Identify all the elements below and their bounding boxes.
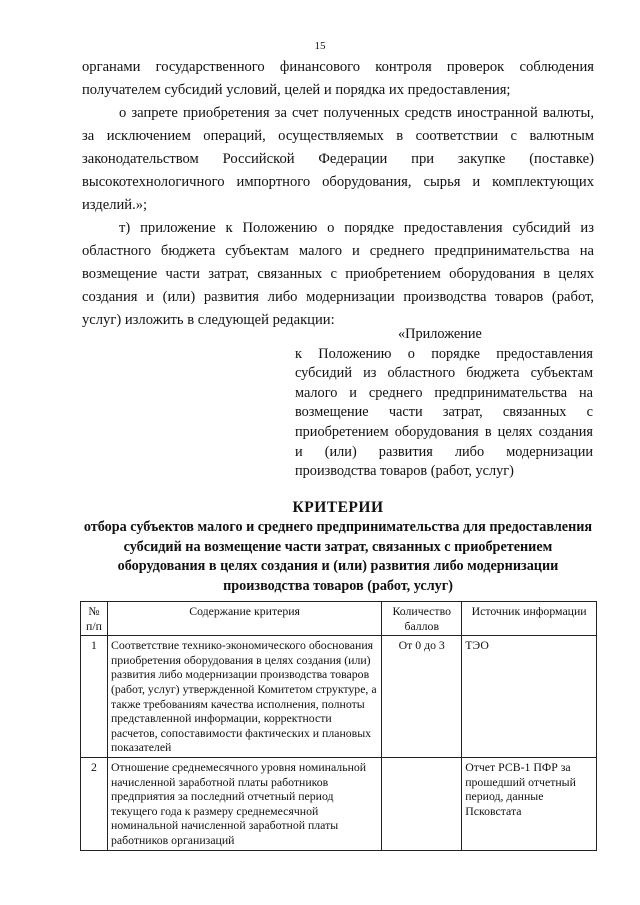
- paragraph-2: о запрете приобретения за счет полученных средств иностранной валюты, за исключением операций, осуществляемых в соответствии с валютным законодательством Российской Федерации при закупке (поставке) высокотехнологичного импортного оборудования, сырья и комплектующих изделий.»;: [82, 105, 594, 213]
- row-content: Соответствие технико-экономического обоснования приобретения оборудования в целях создания (или) развития либо модернизации производства товаров (работ, услуг) утвержденной Комитетом структуре, а также требованиям качества исполнения, полноты представленной информации, корректности расчетов, сопоставимости фактических и плановых показателей: [107, 636, 381, 758]
- criteria-subtitle: отбора субъектов малого и среднего предпринимательства для предоставления субсидий на возмещение части затрат, связанных с приобретением оборудования в целях создания и (или) развития либо модернизации производства товаров (работ, услуг): [83, 519, 593, 594]
- appendix-block: [295, 325, 593, 482]
- appendix-title: «Приложение: [398, 326, 482, 342]
- header-score: Количество баллов: [382, 602, 462, 636]
- page-number: 15: [314, 40, 326, 52]
- row-score: От 0 до 3: [382, 636, 462, 758]
- paragraph-3: т) приложение к Положению о порядке предоставления субсидий из областного бюджета субъектам малого и среднего предпринимательства на возмещение части затрат, связанных с приобретением оборудования в целях создания и (или) развития либо модернизации производства товаров (работ, услуг) изложить в следующей редакции:: [82, 220, 594, 328]
- header-content: Содержание критерия: [107, 602, 381, 636]
- paragraph-1: органами государственного финансового контроля проверок соблюдения получателем субсидий условий, целей и порядка их предоставления;: [82, 59, 594, 98]
- criteria-table: [80, 601, 597, 851]
- header-num: № п/п: [81, 602, 108, 636]
- table-header-row: [81, 602, 597, 636]
- row-source: ТЭО: [462, 636, 597, 758]
- row-content: Отношение среднемесячного уровня номинальной начисленной заработной платы работников предприятия за последний отчетный период текущего года к размеру среднемесячной номинальной начисленной заработной платы работников организаций: [107, 757, 381, 850]
- appendix-description: к Положению о порядке предоставления субсидий из областного бюджета субъектам малого и среднего предпринимательства на возмещение части затрат, связанных с приобретением оборудования в целях создания и (или) развития либо модернизации производства товаров (работ, услуг): [295, 345, 593, 480]
- row-score: [382, 757, 462, 850]
- table-row: [81, 757, 597, 850]
- criteria-title: КРИТЕРИИ: [292, 499, 384, 516]
- table-row: [81, 636, 597, 758]
- row-num: 2: [81, 757, 108, 850]
- body-text: [82, 56, 594, 332]
- criteria-heading: [82, 498, 594, 596]
- header-source: Источник информации: [462, 602, 597, 636]
- row-source: Отчет РСВ-1 ПФР за прошедший отчетный период, данные Псковстата: [462, 757, 597, 850]
- row-num: 1: [81, 636, 108, 758]
